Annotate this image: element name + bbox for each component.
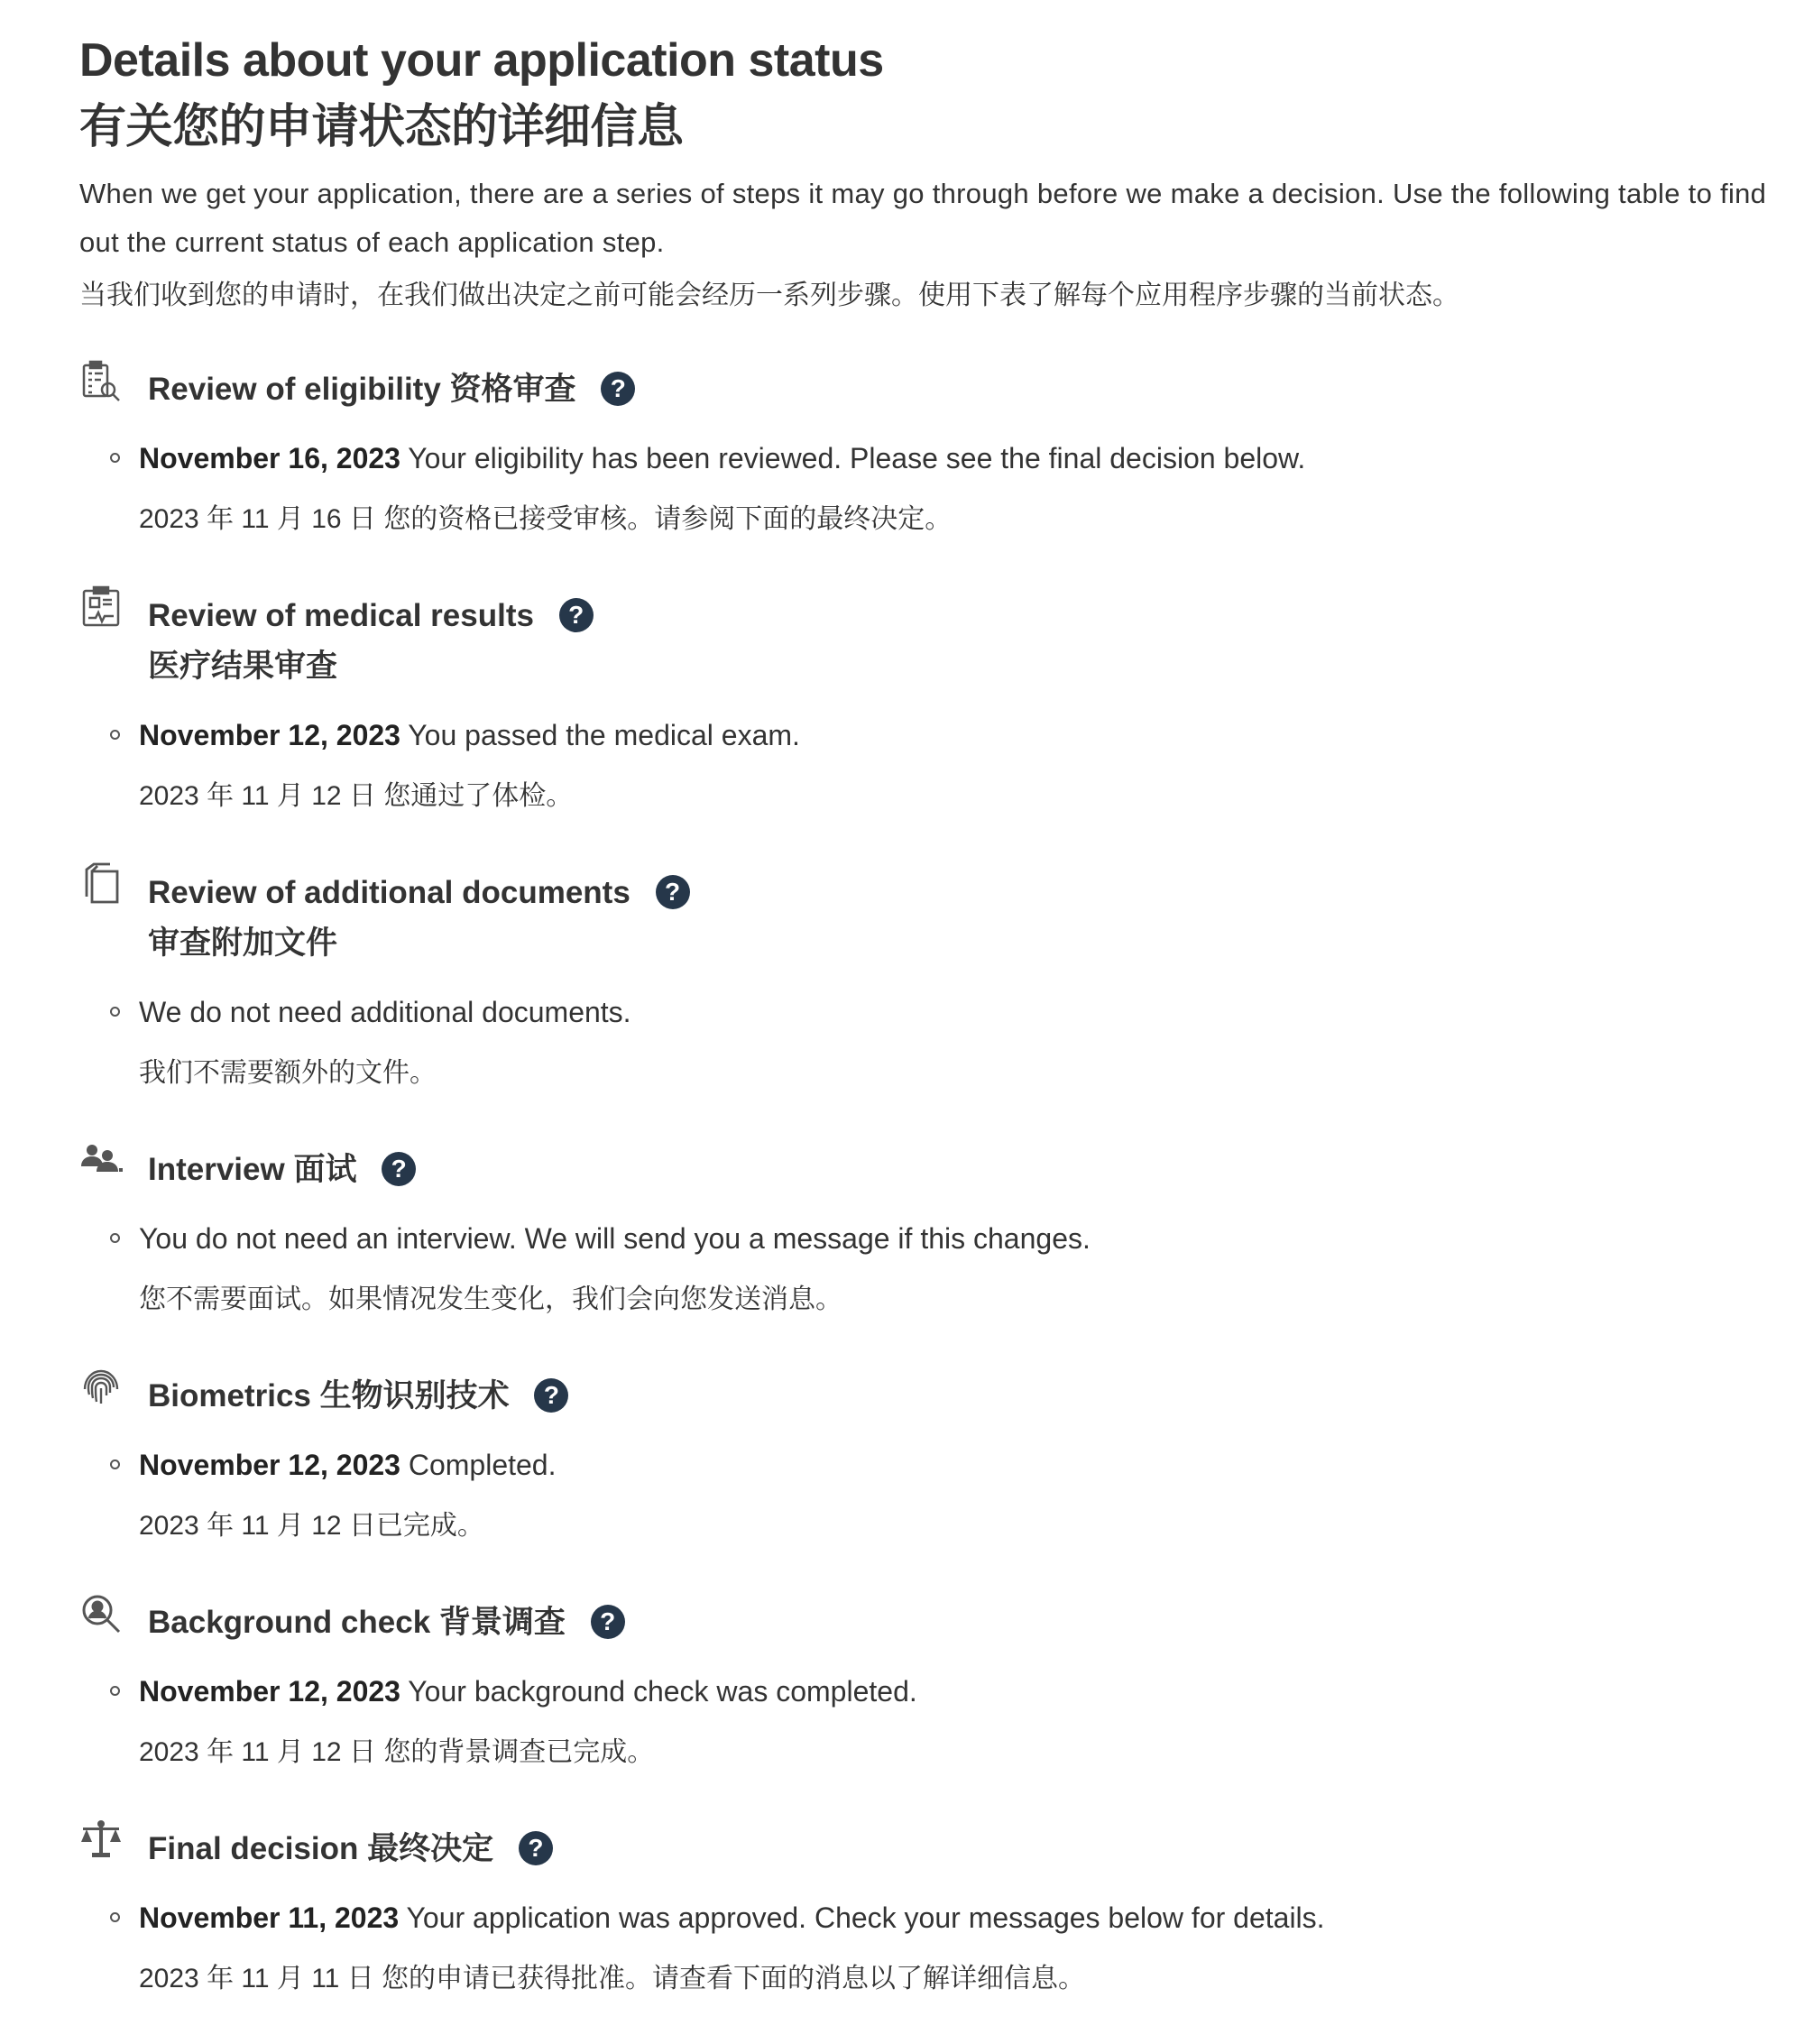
step-title-en: Final decision: [148, 1831, 359, 1866]
page-title-en: Details about your application status: [79, 34, 884, 87]
step-status-en: Your background check was completed.: [408, 1675, 917, 1708]
documents-icon: [79, 862, 123, 906]
help-icon[interactable]: ?: [591, 1605, 625, 1639]
help-icon[interactable]: ?: [534, 1378, 568, 1413]
step-title-en: Background check: [148, 1605, 431, 1640]
help-icon[interactable]: ?: [559, 598, 594, 632]
bullet-icon: [110, 453, 120, 463]
step-date: November 12, 2023: [139, 1675, 400, 1708]
step-status-cn: 2023 年 11 月 12 日 您的背景调查已完成。: [139, 1737, 655, 1767]
status-step-6: [79, 1597, 1775, 1783]
bullet-icon: [110, 1233, 120, 1243]
step-status: [79, 981, 1775, 1104]
help-icon[interactable]: ?: [519, 1831, 553, 1865]
status-step-7: [79, 1824, 1775, 2010]
step-title-en: Biometrics: [148, 1378, 311, 1413]
step-status: [79, 428, 1775, 550]
step-status-en: You passed the medical exam.: [408, 719, 800, 751]
status-step-4: [79, 1145, 1775, 1330]
step-date: November 12, 2023: [139, 719, 400, 751]
step-title-cn: 面试: [293, 1152, 357, 1187]
step-title-en: Review of medical results: [148, 598, 534, 633]
step-status: [79, 1887, 1775, 2010]
step-title-en: Interview: [148, 1152, 285, 1187]
bullet-icon: [110, 1912, 120, 1922]
step-heading: [79, 1597, 1775, 1648]
scales-icon: [79, 1818, 123, 1862]
status-step-5: [79, 1371, 1775, 1557]
step-status-cn: 我们不需要额外的文件。: [139, 1058, 437, 1088]
page-title-cn: 有关您的申请状态的详细信息: [79, 101, 684, 153]
step-status: [79, 1661, 1775, 1783]
status-step-3: [79, 868, 1775, 1104]
step-status-cn: 2023 年 11 月 12 日 您通过了体检。: [139, 781, 574, 811]
people-icon: [79, 1139, 123, 1183]
step-heading: [79, 1824, 1775, 1874]
step-heading: [79, 1371, 1775, 1422]
bullet-icon: [110, 1686, 120, 1696]
step-status-en: We do not need additional documents.: [139, 996, 631, 1028]
status-step-2: [79, 591, 1775, 827]
bullet-icon: [110, 1459, 120, 1469]
step-date: November 16, 2023: [139, 442, 400, 474]
step-date: November 12, 2023: [139, 1449, 400, 1481]
clipboard-search-icon: [79, 359, 123, 402]
help-icon[interactable]: ?: [382, 1152, 416, 1186]
intro-text-cn: 当我们收到您的申请时，在我们做出决定之前可能会经历一系列步骤。使用下表了解每个应用程序步骤的当前状态。: [79, 281, 1459, 310]
status-step-1: [79, 364, 1775, 550]
application-status-details: [79, 27, 1775, 2010]
step-status-cn: 2023 年 11 月 11 日 您的申请已获得批准。请查看下面的消息以了解详细信息。: [139, 1964, 1086, 1993]
step-heading: [79, 364, 1775, 415]
step-status-cn: 您不需要面试。如果情况发生变化，我们会向您发送消息。: [139, 1284, 842, 1314]
fingerprint-icon: [79, 1366, 123, 1409]
step-heading: [79, 868, 1775, 969]
step-title-cn: 生物识别技术: [319, 1378, 510, 1413]
step-title-en: Review of additional documents: [148, 875, 630, 910]
steps-list: [79, 364, 1775, 2010]
step-status: [79, 704, 1775, 827]
person-search-icon: [79, 1592, 123, 1635]
step-status-en: Your eligibility has been reviewed. Please see the final decision below.: [408, 442, 1306, 474]
step-title-cn: 背景调查: [438, 1605, 566, 1640]
step-status-cn: 2023 年 11 月 12 日已完成。: [139, 1511, 484, 1541]
step-title-cn: 审查附加文件: [148, 925, 338, 961]
step-date: November 11, 2023: [139, 1901, 400, 1934]
medical-chart-icon: [79, 585, 123, 629]
step-status-cn: 2023 年 11 月 16 日 您的资格已接受审核。请参阅下面的最终决定。: [139, 504, 953, 534]
step-status: [79, 1434, 1775, 1557]
step-heading: [79, 591, 1775, 692]
help-icon[interactable]: ?: [656, 875, 690, 909]
intro-text-en: When we get your application, there are a series of steps it may go through before we make a decision. Use the following table to find out the current status of each application step.: [79, 178, 1767, 258]
step-title-cn: 医疗结果审查: [148, 649, 338, 684]
bullet-icon: [110, 730, 120, 740]
page-title: [79, 27, 1775, 161]
bullet-icon: [110, 1007, 120, 1017]
step-title-cn: 资格审查: [449, 372, 576, 407]
step-title-cn: 最终决定: [367, 1831, 494, 1866]
step-heading: [79, 1145, 1775, 1195]
step-title-en: Review of eligibility: [148, 372, 441, 407]
step-status-en: Your application was approved. Check your messages below for details.: [406, 1901, 1325, 1934]
step-status-en: Completed.: [408, 1449, 557, 1481]
step-status: [79, 1208, 1775, 1330]
help-icon[interactable]: ?: [601, 372, 635, 406]
step-status-en: You do not need an interview. We will send you a message if this changes.: [139, 1222, 1091, 1255]
